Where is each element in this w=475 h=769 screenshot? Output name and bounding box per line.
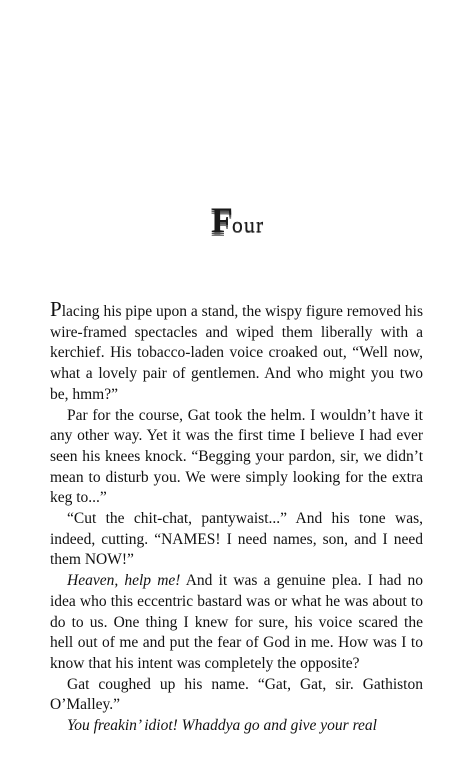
paragraph-5: Gat coughed up his name. “Gat, Gat, sir. Gathiston O’Malley.” bbox=[50, 675, 423, 714]
paragraph-2: Par for the course, Gat took the helm. I wouldn’t have it any other way. Yet it was the first time I believe I had ever seen his knees knock. “Begging your pardon, sir, we didn’t mean to disturb you. We were simply looking for the extra keg to...” bbox=[50, 406, 423, 507]
paragraph-4-text: And it was a genuine plea. I had no idea who this eccentric bastard was or what he was about to do to us. One thing I knew for sure, his voice scared the hell out of me and put the fear of God in me. How was I to know that his intent was completely the opposite? bbox=[50, 572, 424, 672]
paragraph-6: You freakin’ idiot! Whaddya go and give your real bbox=[67, 717, 377, 735]
paragraph-4 bbox=[50, 571, 423, 675]
chapter-title-rest: our bbox=[231, 212, 265, 237]
paragraph-1 bbox=[50, 299, 423, 406]
chapter-title-initial: F bbox=[210, 200, 232, 240]
paragraph-1-text: lacing his pipe upon a stand, the wispy figure removed his wire-framed spectacles and wiped them liberally with a kerchief. His tobacco-laden voice croaked out, “Well now, what a lovely pair of gentlemen. And who might you two be, hmm?” bbox=[50, 303, 423, 403]
chapter-body bbox=[50, 299, 423, 737]
paragraph-3: “Cut the chit-chat, pantywaist...” And his tone was, indeed, cutting. “NAMES! I need names, son, and I need them NOW!” bbox=[50, 510, 423, 569]
paragraph-4-italic: Heaven, help me! bbox=[67, 572, 181, 590]
chapter-title bbox=[0, 200, 475, 248]
drop-initial: P bbox=[50, 297, 62, 321]
